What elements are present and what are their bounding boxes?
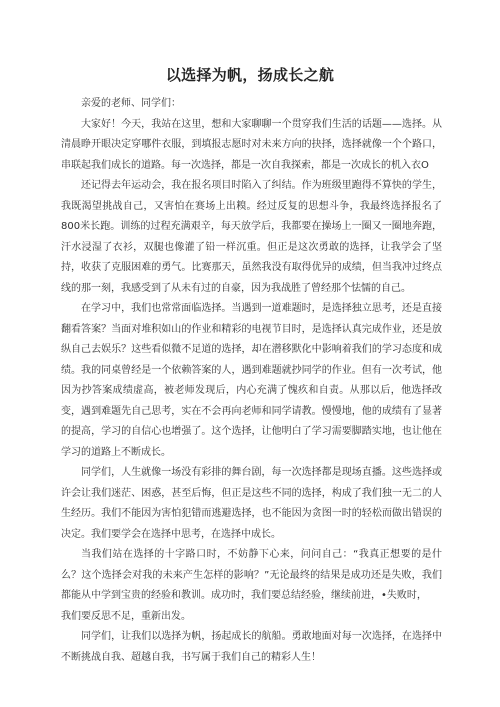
page-title: 以选择为帆，扬成长之航 <box>165 66 335 84</box>
body-paragraph: 还记得去年运动会，我在报名项目时陷入了纠结。作为班级里跑得不算快的学生，我既渴望挑战自己，又害怕在赛场上出糗。经过反复的思想斗争，我最终选择报名了800米长跑。训练的过程充满艰辛，每天放学后，我都要在操场上一圈又一圈地奔跑，汗水浸湿了衣衫，双腿也像灌了铅一样沉重。但正是这次勇敢的选择，让我学会了坚持，收获了克服困难的勇气。比赛那天，虽然我没有取得优异的成绩，但当我冲过终点线的那一刻，我感受到了从未有过的自豪，因为我战胜了曾经那个怯懦的自己。 <box>61 180 442 294</box>
body-paragraph: 同学们，让我们以选择为帆，扬起成长的航船。勇敢地面对每一次选择，在选择中不断挑战自我、超越自我，书写属于我们自己的精彩人生！ <box>61 631 442 663</box>
body-paragraph: 同学们，人生就像一场没有彩排的舞台剧，每一次选择都是现场直播。这些选择或许会让我们迷茫、困惑，甚至后悔，但正是这些不同的选择，构成了我们独一无二的人生经历。我们不能因为害怕犯错而逃避选择，也不能因为贪图一时的轻松而做出错误的决定。我们要学会在选择中思考，在选择中成长。 <box>61 467 442 540</box>
body-paragraph: 我们要反思不足，重新出发。 <box>61 610 191 622</box>
body-paragraph: 在学习中，我们也常常面临选择。当遇到一道难题时，是选择独立思考，还是直接翻看答案？当面对堆积如山的作业和精彩的电视节目时，是选择认真完成作业，还是放纵自己去娱乐？这些看似微不足道的选择，却在潜移默化中影响着我们的学习态度和成绩。我的同桌曾经是一个依赖答案的人，遇到难题就抄同学的作业。但有一次考试，他因为抄答案成绩虚高，被老师发现后，内心充满了愧疚和自责。从那以后，他选择改变，遇到难题先自己思考，实在不会再向老师和同学请教。慢慢地，他的成绩有了显著的提高，学习的自信心也增强了。这个选择，让他明白了学习需要脚踏实地，也让他在学习的道路上不断成长。 <box>61 303 442 458</box>
document-body <box>61 94 442 668</box>
body-paragraph: 当我们站在选择的十字路口时，不妨静下心来，问问自己：“我真正想要的是什么？这个选择会对我的未来产生怎样的影响？”无论最终的结果是成功还是失败，我们都能从中学到宝贵的经验和教训。成功时，我们要总结经验，继续前进，•失败时， <box>61 549 442 601</box>
body-paragraph: 大家好！今天，我站在这里，想和大家聊聊一个贯穿我们生活的话题——选择。从清晨睁开眼决定穿哪件衣服，到填报志愿时对未来方向的抉择，选择就像一个个路口，串联起我们成长的道路。每一次选择，都是一次自我探索，都是一次成长的机入衣O <box>61 118 442 171</box>
greeting-line: 亲爱的老师、同学们： <box>81 98 181 109</box>
